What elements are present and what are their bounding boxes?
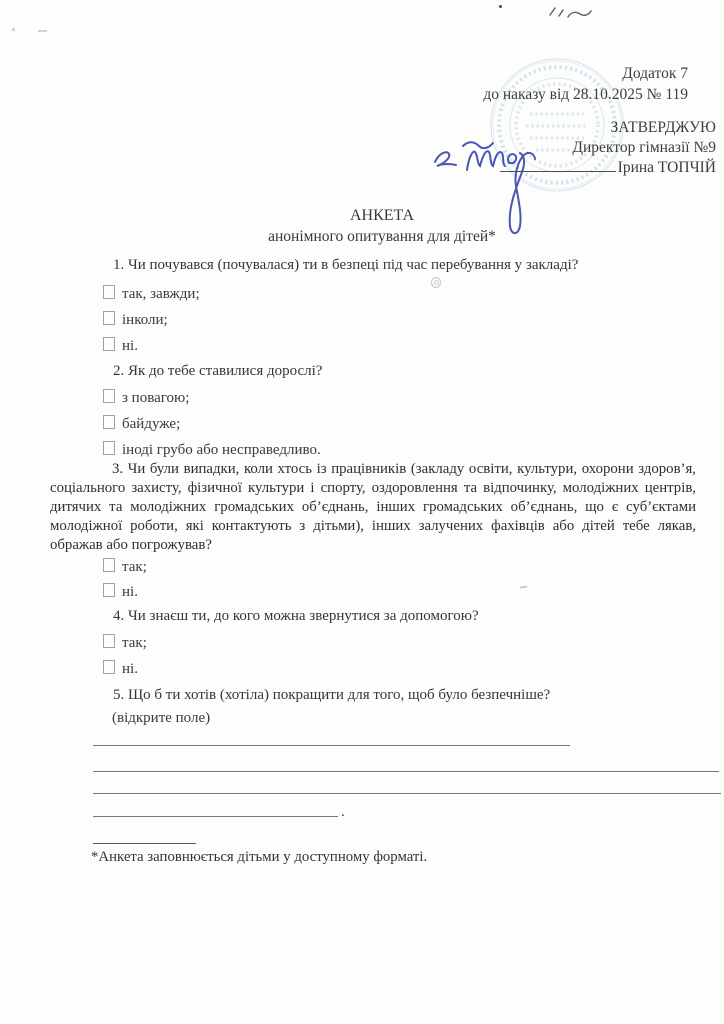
approver-title: Директор гімназії №9 [572,138,716,156]
answer-line-3 [93,793,721,794]
option-q1-sometimes [103,310,168,329]
answer-line-4 [93,816,338,817]
empty-checkbox-icon[interactable] [103,415,115,429]
question-1: 1. Чи почувався (почувалася) ти в безпеці під час перебування у закладі? [113,257,579,273]
empty-checkbox-icon[interactable] [103,337,115,351]
approval-block [500,118,716,178]
option-q2-rude [103,440,321,459]
empty-checkbox-icon[interactable] [103,583,115,597]
option-q2-respect [103,388,189,407]
empty-checkbox-icon[interactable] [103,311,115,325]
option-label: ні. [122,661,138,677]
option-label: інколи; [122,312,168,328]
option-q1-no [103,336,138,355]
signature-line [500,158,616,172]
pen-scribble-mark [546,2,596,22]
open-field-note: (відкрите поле) [112,710,211,726]
appendix-number: Додаток 7 [622,65,688,82]
option-q3-no [103,582,138,601]
option-label: так; [122,559,147,575]
option-label: ні. [122,584,138,600]
scan-speck [38,30,47,32]
option-q2-indifferent [103,414,180,433]
scan-speck [499,5,502,8]
empty-checkbox-icon[interactable] [103,634,115,648]
footnote: *Анкета заповнюється дітьми у доступному форматі. [91,849,428,865]
option-label: байдуже; [122,416,181,432]
signature-row [500,158,716,178]
option-label: так, завжди; [122,286,200,302]
scan-speck [12,28,15,31]
answer-line-1 [93,745,570,746]
question-5: 5. Що б ти хотів (хотіла) покращити для того, щоб було безпечніше? [113,687,551,703]
option-q1-yes-always [103,284,200,303]
empty-checkbox-icon[interactable] [103,558,115,572]
answer-line-2 [93,771,719,772]
appendix-order-reference: до наказу від 28.10.2025 № 119 [483,86,688,103]
option-q4-yes [103,633,147,652]
empty-checkbox-icon[interactable] [103,285,115,299]
option-label: з повагою; [122,390,190,406]
question-3: 3. Чи були випадки, коли хтось із працівників (закладу освіти, культури, охорони здоров’я, соціального захисту, фізичної культури і спорту, оздоровлення та відпочинку, молодіжних центрів, дитячих та молодіжних громадських об’єднань, інших громадських об’єднань, що є суб’єктами молодіжної роботи, які контактують з дітьми), інших залучених фахівців або дітей тебе лякав, ображав або погрожував? [50,461,696,553]
empty-checkbox-icon[interactable] [103,441,115,455]
question-2: 2. Як до тебе ставилися дорослі? [113,363,323,379]
approve-heading: ЗАТВЕРДЖУЮ [610,119,716,136]
scan-speck [520,586,527,589]
form-subtitle: анонімного опитування для дітей* [268,228,496,245]
approver-name: Ірина ТОПЧІЙ [617,159,716,176]
form-title-block [57,205,707,247]
appendix-block [483,63,688,105]
question-4: 4. Чи знаєш ти, до кого можна звернутися за допомогою? [113,608,479,624]
empty-checkbox-icon[interactable] [103,389,115,403]
option-q4-no [103,659,138,678]
option-label: іноді грубо або несправедливо. [122,442,321,458]
option-label: ні. [122,338,138,354]
form-title: АНКЕТА [349,207,415,224]
print-artifact-mark [431,277,441,288]
trailing-period: . [341,804,345,820]
option-label: так; [122,635,147,651]
option-q3-yes [103,557,147,576]
empty-checkbox-icon[interactable] [103,660,115,674]
footnote-separator [93,843,196,844]
